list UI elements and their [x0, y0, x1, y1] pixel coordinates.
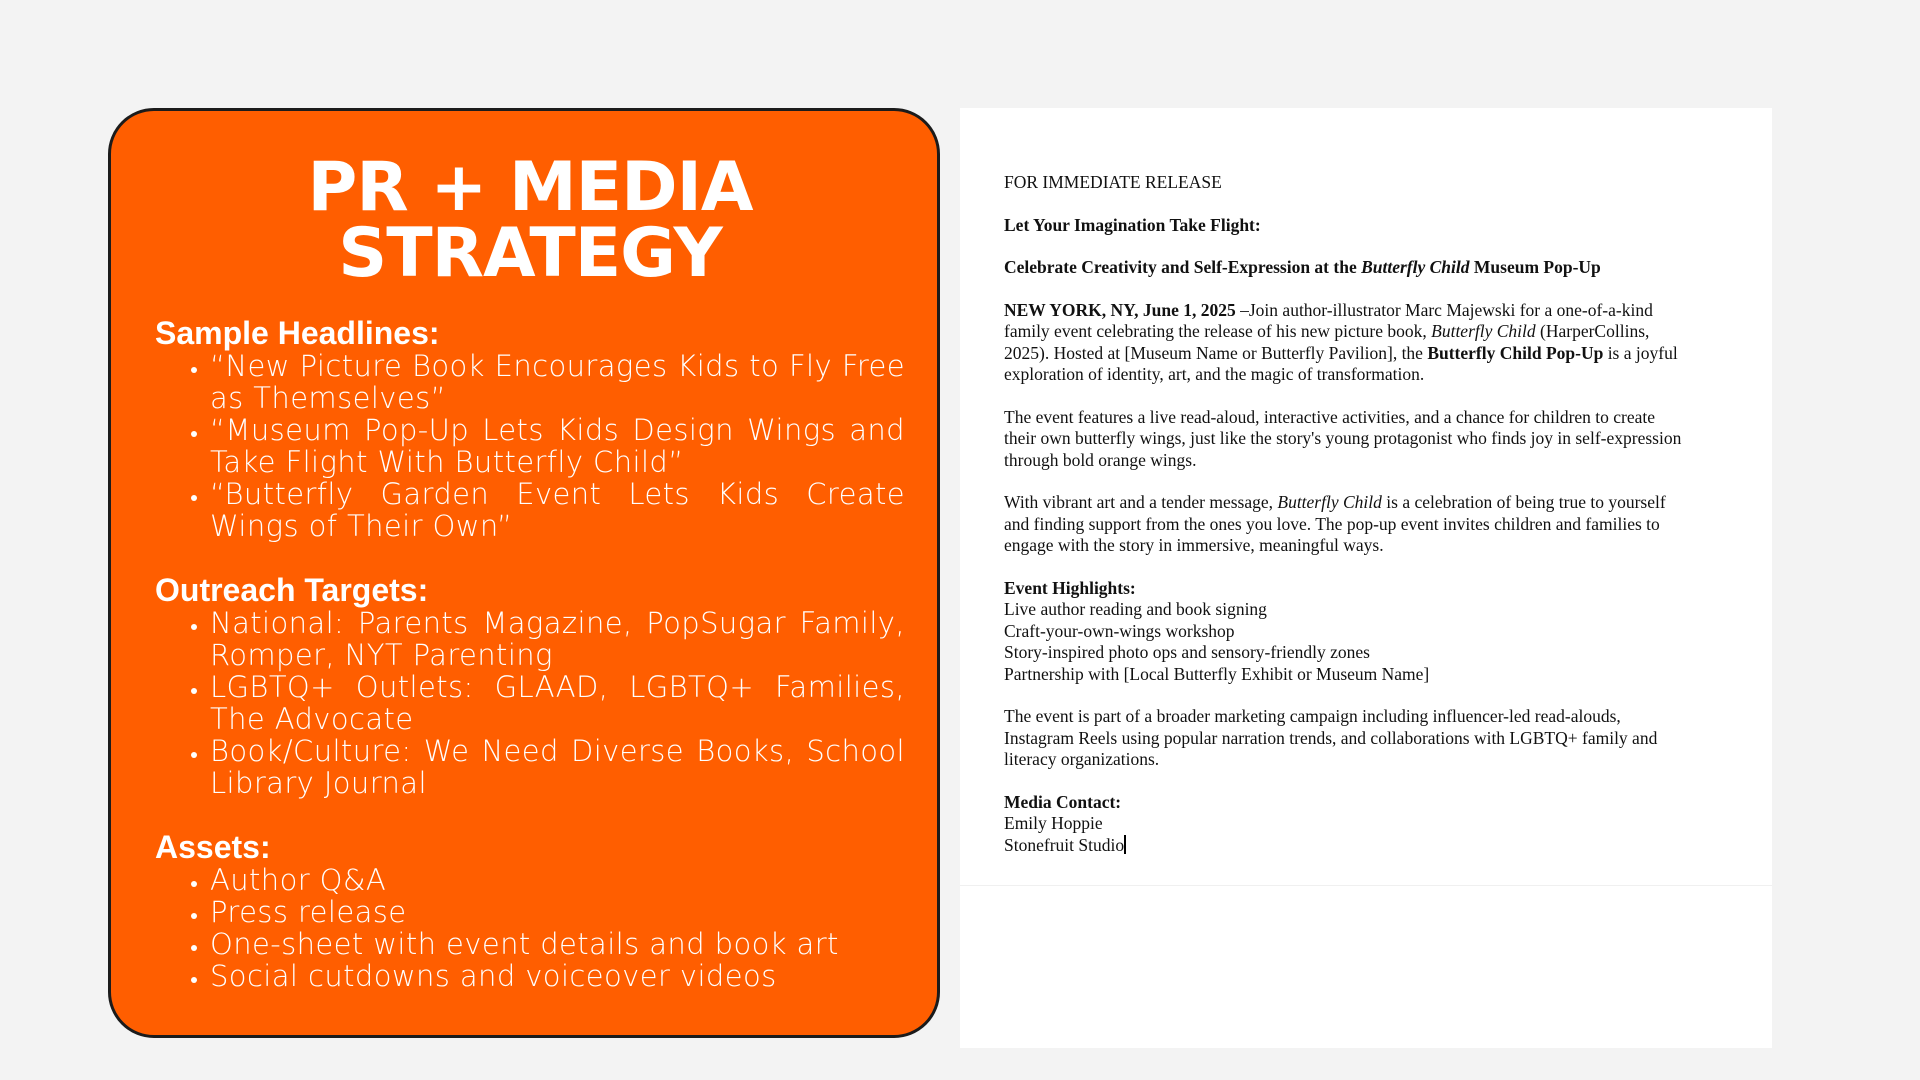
message-paragraph: With vibrant art and a tender message, Butterfly Child is a celebration of being true to yourself and finding support from the ones you love. The pop-up event invites children and families to engage with the story in immersive, meaningful ways.: [1004, 492, 1666, 555]
pr-media-strategy-card: [108, 108, 940, 1038]
page-divider: [960, 885, 1772, 886]
list-item: • Social cutdowns and voiceover videos: [210, 960, 905, 992]
release-label: FOR IMMEDIATE RELEASE: [1004, 172, 1222, 192]
list-item: • Author Q&A: [210, 864, 905, 896]
section-heading: Outreach Targets:: [155, 572, 429, 608]
list-item: Partnership with [Local Butterfly Exhibit or Museum Name]: [1004, 663, 1430, 684]
highlights-heading: Event Highlights:: [1004, 577, 1136, 598]
list-item: • One-sheet with event details and book art: [210, 928, 905, 960]
card-title-line-2: STRATEGY: [338, 214, 722, 293]
media-contact: [1004, 792, 1732, 857]
list-item: Craft-your-own-wings workshop: [1004, 620, 1235, 641]
event-highlights: [1004, 578, 1732, 686]
section-heading: Sample Headlines:: [155, 315, 440, 351]
list-item: Story-inspired photo ops and sensory-friendly zones: [1004, 642, 1370, 662]
section-outreach-targets: [155, 574, 905, 799]
list-item: • Press release: [210, 896, 905, 928]
assets-list: [155, 864, 905, 992]
contact-heading: Media Contact:: [1004, 791, 1122, 812]
list-item: • National: Parents Magazine, PopSugar Family, Romper, NYT Parenting: [210, 607, 905, 671]
text-cursor: [1124, 835, 1126, 854]
event-paragraph: The event features a live read-aloud, interactive activities, and a chance for children to create their own butterfly wings, just like the story's young protagonist who finds joy in self-expression through bold orange wings.: [1004, 406, 1682, 470]
press-release-document[interactable]: [960, 108, 1772, 1048]
contact-name: Emily Hoppie: [1004, 813, 1103, 833]
press-headline: Let Your Imagination Take Flight:: [1004, 214, 1261, 235]
list-item: • “Butterfly Garden Event Lets Kids Create Wings of Their Own”: [210, 478, 905, 542]
list-item: • LGBTQ+ Outlets: GLAAD, LGBTQ+ Families, The Advocate: [210, 671, 905, 735]
campaign-paragraph: The event is part of a broader marketing campaign including influencer-led read-alouds, Instagram Reels using popular narration trends, and collaborations with LGBTQ+ family and literacy organizations.: [1004, 706, 1658, 769]
card-title: [155, 148, 905, 293]
dateline: NEW YORK, NY, June 1, 2025: [1004, 299, 1236, 320]
list-item: • “Museum Pop-Up Lets Kids Design Wings and Take Flight With Butterfly Child”: [210, 414, 905, 478]
section-heading: Assets:: [155, 829, 271, 865]
lede-paragraph: NEW YORK, NY, June 1, 2025 –Join author-illustrator Marc Majewski for a one-of-a-kind family event celebrating the release of his new picture book, Butterfly Child (HarperCollins, 2025). Hosted at [Museum Name or Butterfly Pavilion], the Butterfly Child Pop-Up is a joyful exploration of identity, art, and the magic of transformation.: [1004, 299, 1678, 384]
headline-list: [155, 350, 905, 542]
card-title-line-1: PR + MEDIA: [307, 148, 753, 227]
outreach-list: [155, 607, 905, 799]
list-item: • “New Picture Book Encourages Kids to Fly Free as Themselves”: [210, 350, 905, 414]
contact-org: Stonefruit Studio: [1004, 834, 1125, 855]
section-sample-headlines: [155, 317, 905, 542]
section-assets: [155, 831, 905, 992]
list-item: • Book/Culture: We Need Diverse Books, School Library Journal: [210, 735, 905, 799]
list-item: Live author reading and book signing: [1004, 599, 1267, 619]
press-subhead: Celebrate Creativity and Self-Expression at the Butterfly Child Museum Pop-Up: [1004, 257, 1601, 277]
